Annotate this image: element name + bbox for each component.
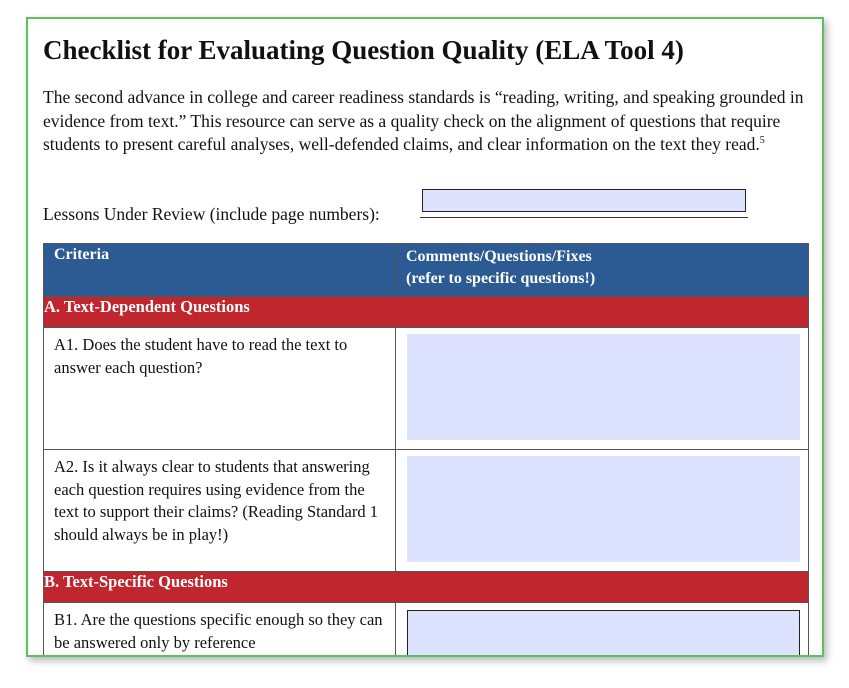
page-title: Checklist for Evaluating Question Quality (ELA Tool 4) bbox=[43, 35, 684, 65]
criterion-a2: A2. Is it always clear to students that answering each question requires using evidence from the text to support their claims? (Reading Standard 1 should always be in play!) bbox=[44, 450, 396, 572]
lessons-under-review-field[interactable] bbox=[422, 189, 746, 212]
comment-cell-b1 bbox=[396, 603, 809, 658]
lessons-under-review-label: Lessons Under Review (include page numbers): bbox=[43, 204, 380, 224]
footnote-marker: 5 bbox=[759, 135, 765, 147]
comments-header bbox=[396, 244, 809, 297]
section-b-title: B. Text-Specific Questions bbox=[44, 572, 809, 603]
document-page bbox=[26, 17, 824, 657]
comments-header-line1: Comments/Questions/Fixes bbox=[406, 248, 592, 265]
table-row bbox=[44, 603, 809, 658]
comment-field-b1[interactable] bbox=[407, 610, 800, 657]
lessons-underline bbox=[420, 217, 748, 218]
intro-paragraph bbox=[43, 86, 809, 157]
intro-text: The second advance in college and career readiness standards is “reading, writing, and speaking grounded in evidence from text.” This resource can serve as a quality check on the alignment of questions that require students to present careful analyses, well-defended claims, and clear information on the text they read. bbox=[43, 87, 804, 154]
comment-cell-a1 bbox=[396, 328, 809, 450]
section-b-row bbox=[44, 572, 809, 603]
section-a-title: A. Text-Dependent Questions bbox=[44, 297, 809, 328]
comment-field-a2[interactable] bbox=[407, 456, 800, 562]
comment-field-a1[interactable] bbox=[407, 334, 800, 440]
comments-header-line2: (refer to specific questions!) bbox=[406, 270, 596, 287]
comment-cell-a2 bbox=[396, 450, 809, 572]
criteria-table bbox=[43, 243, 809, 657]
section-a-row bbox=[44, 297, 809, 328]
criteria-header: Criteria bbox=[44, 244, 396, 297]
criterion-b1: B1. Are the questions specific enough so they can be answered only by reference bbox=[44, 603, 396, 658]
table-row bbox=[44, 328, 809, 450]
table-row bbox=[44, 450, 809, 572]
criterion-a1: A1. Does the student have to read the text to answer each question? bbox=[44, 328, 396, 450]
table-header-row bbox=[44, 244, 809, 297]
